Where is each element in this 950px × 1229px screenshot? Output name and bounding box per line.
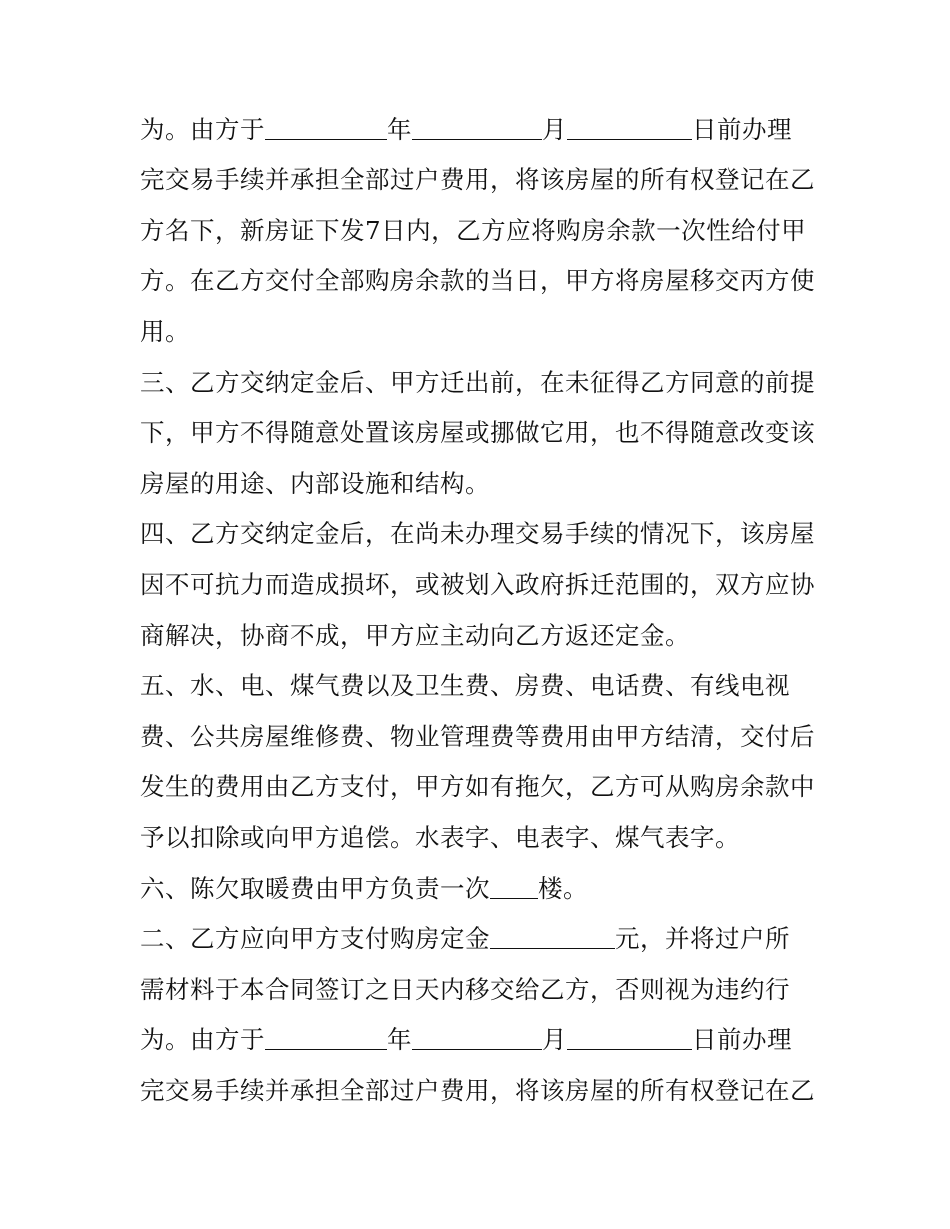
text-line-3: 方名下，新房证下发7日内，乙方应将购房余款一次性给付甲: [140, 216, 807, 245]
line-1-segment-2: 年: [387, 115, 412, 144]
blank-underline: [412, 111, 542, 140]
line-1-segment-1: 为。由方于: [140, 115, 265, 144]
line-17-segment-1: 二、乙方应向甲方支付购房定金: [140, 924, 490, 953]
line-19-segment-4: 日前办理: [692, 1025, 792, 1054]
text-line-11: 商解决，协商不成，甲方应主动向乙方返还定金。: [140, 621, 690, 650]
blank-underline: [567, 111, 692, 140]
blank-underline: [265, 1021, 387, 1050]
text-line-18: 需材料于本合同签订之日天内移交给乙方，否则视为违约行: [140, 975, 790, 1004]
text-line-6: 三、乙方交纳定金后、甲方迁出前，在未征得乙方同意的前提: [140, 368, 815, 397]
line-19-segment-1: 为。由方于: [140, 1025, 265, 1054]
text-line-15: 予以扣除或向甲方追偿。水表字、电表字、煤气表字。: [140, 823, 740, 852]
line-16-segment-1: 六、陈欠取暖费由甲方负责一次: [140, 874, 490, 903]
text-line-14: 发生的费用由乙方支付，甲方如有拖欠，乙方可从购房余款中: [140, 772, 815, 801]
text-line-7: 下，甲方不得随意处置该房屋或挪做它用，也不得随意改变该: [140, 418, 815, 447]
blank-underline: [490, 870, 538, 899]
text-line-2: 完交易手续并承担全部过户费用，将该房屋的所有权登记在乙: [140, 165, 815, 194]
text-line-4: 方。在乙方交付全部购房余款的当日，甲方将房屋移交丙方使: [140, 266, 815, 295]
blank-underline: [567, 1021, 692, 1050]
line-19-segment-3: 月: [542, 1025, 567, 1054]
text-line-10: 因不可抗力而造成损坏，或被划入政府拆迁范围的，双方应协: [140, 570, 815, 599]
blank-underline: [490, 920, 615, 949]
line-17-segment-2: 元，并将过户所: [615, 924, 790, 953]
blank-underline: [265, 111, 387, 140]
text-line-1: [140, 110, 820, 150]
text-line-13: 费、公共房屋维修费、物业管理费等费用由甲方结清，交付后: [140, 722, 815, 751]
text-line-20: 完交易手续并承担全部过户费用，将该房屋的所有权登记在乙: [140, 1076, 815, 1105]
line-1-segment-4: 日前办理: [692, 115, 792, 144]
text-line-8: 房屋的用途、内部设施和结构。: [140, 469, 490, 498]
line-1-segment-3: 月: [542, 115, 567, 144]
blank-underline: [412, 1021, 542, 1050]
text-line-16: [140, 869, 820, 909]
text-line-12: 五、水、电、煤气费以及卫生费、房费、电话费、有线电视: [140, 671, 790, 700]
text-line-5: 用。: [140, 317, 190, 346]
text-line-9: 四、乙方交纳定金后，在尚未办理交易手续的情况下，该房屋: [140, 519, 815, 548]
line-16-segment-2: 楼。: [538, 874, 588, 903]
text-line-19: [140, 1020, 820, 1060]
line-19-segment-2: 年: [387, 1025, 412, 1054]
text-line-17: [140, 919, 820, 959]
